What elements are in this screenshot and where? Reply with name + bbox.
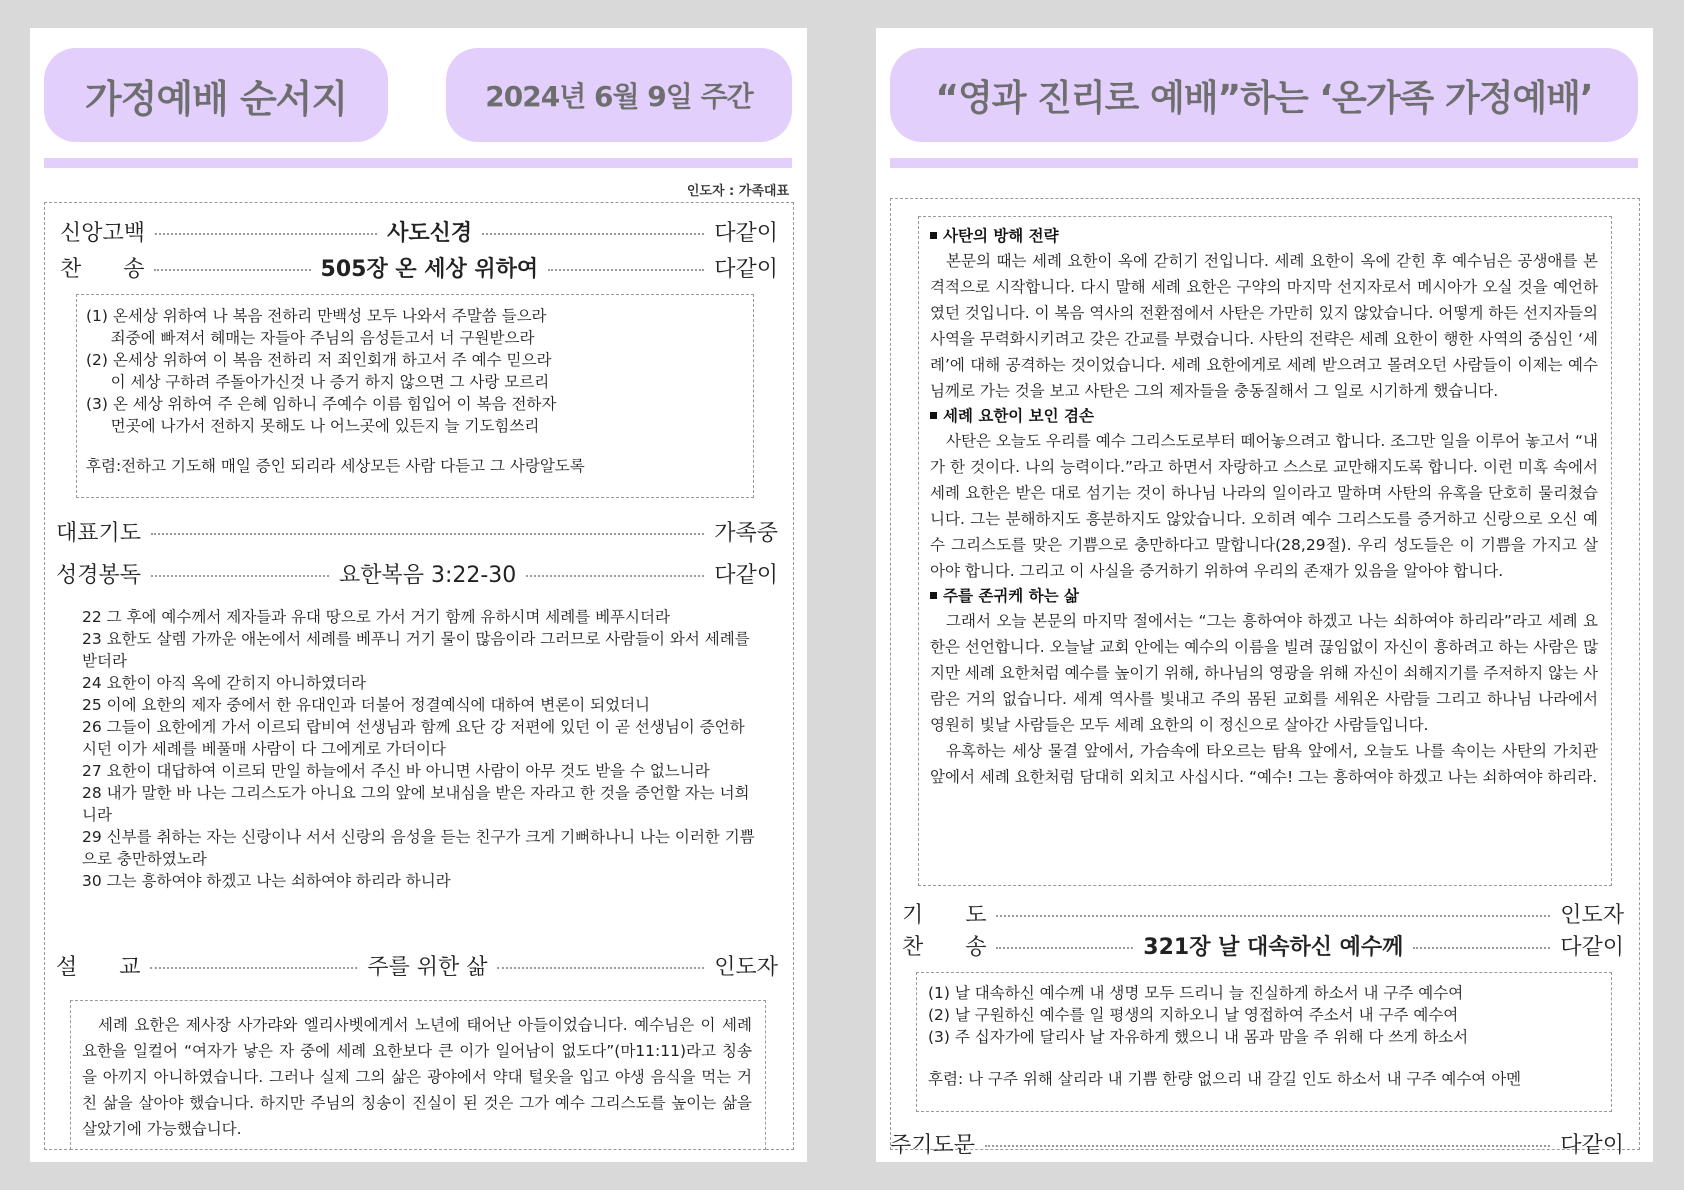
dot-leader	[497, 967, 704, 969]
dot-leader	[1413, 947, 1550, 949]
row-creed	[60, 216, 778, 247]
verse: 29 신부를 취하는 자는 신랑이나 서서 신랑의 음성을 듣는 친구가 크게 기뻐하나니 나는 이러한 기쁨으로 충만하였노라	[82, 828, 755, 868]
row-hymn	[60, 252, 778, 283]
verse: 25 이에 요한의 제자 중에서 한 유대인과 더불어 정결예식에 대하여 변론이 되었더니	[82, 696, 651, 714]
row-content: 321장 날 대속하신 예수께	[1143, 935, 1404, 960]
accent-bar	[44, 158, 792, 168]
verse: 24 요한이 아직 옥에 갇히지 아니하였더라	[82, 674, 366, 692]
row-label: 대표기도	[56, 521, 142, 546]
dot-leader	[548, 269, 704, 271]
lyric-line: 이 세상 구하려 주돌아가신것 나 증거 하지 않으면 그 사랑 모르리	[86, 373, 550, 391]
meditation-content	[930, 224, 1598, 790]
dot-leader	[996, 915, 1550, 917]
lyric-line: (1) 날 대속하신 예수께 내 생명 모두 드리니 늘 진실하게 하소서 내 구주 예수여	[928, 984, 1464, 1002]
section-text: 사탄은 오늘도 우리를 예수 그리스도로부터 떼어놓으려고 합니다. 조그만 일을 이루어 놓고서 “내가 한 것이다. 나의 능력이다.”라고 하면서 자랑하고 스스로 교만해지도록 합니다. 이런 미혹 속에서 세례 요한은 받은 대로 섬기는 것이 하나님 나라의 일이라고 말하며 사탄의 유혹을 단호히 물리쳤습니다. 그는 분해하지도 흥분하지도 않았습니다. 오히려 예수 그리스도를 증거하고 신랑으로 오신 예수 그리스도를 맞은 기쁨으로 충만하다고 말합니다(28,29절). 우리 성도들은 이 기쁨을 가지고 살아야 합니다. 그리고 이 사실을 증거하기 위하여 우리의 존재가 있음을 알아야 합니다.	[930, 432, 1598, 580]
dot-leader	[151, 533, 704, 535]
row-label: 찬 송	[902, 935, 987, 960]
row-label: 성경봉독	[56, 563, 142, 588]
verse: 22 그 후에 예수께서 제자들과 유대 땅으로 가서 거기 함께 유하시며 세례를 베푸시더라	[82, 608, 670, 626]
row-end: 인도자	[1560, 903, 1624, 928]
hymn-lyrics	[928, 982, 1521, 1090]
lyric-line: 먼곳에 나가서 전하지 못해도 나 어느곳에 있든지 늘 기도힘쓰리	[86, 417, 540, 435]
section-text: 그래서 오늘 본문의 마지막 절에서는 “그는 흥하여야 하겠고 나는 쇠하여야 하리라”라고 세례 요한은 선언합니다. 오늘날 교회 안에는 예수의 이름을 빌려 끊임없이 자신이 흥하려고 하는 사람은 많지만 세례 요한처럼 예수를 높이기 위해, 하나님의 영광을 위해 자신이 쇠해지기를 주저하지 않는 사람은 거의 없습니다. 세계 역사를 빛내고 주의 몸된 교회를 세워온 사람들 그리고 하나님 나라에서 영원히 빛날 사람들은 모두 세례 요한의 이 정신으로 살아간 사람들입니다.	[930, 612, 1598, 734]
dot-leader	[482, 233, 704, 235]
lyric-line: (1) 온세상 위하여 나 복음 전하리 만백성 모두 나와서 주말씀 들으라	[86, 307, 547, 325]
row-prayer	[56, 516, 778, 547]
verse: 23 요한도 살렘 가까운 애논에서 세례를 베푸니 거기 물이 많음이라 그러므로 사람들이 와서 세례를 받더라	[82, 630, 750, 670]
leader-label: 인도자 :	[686, 184, 735, 199]
lyric-line: (3) 주 십자가에 달리사 날 자유하게 했으니 내 몸과 맘을 주 위해 다 쓰게 하소서	[928, 1028, 1469, 1046]
section-heading: 주를 존귀케 하는 삶	[930, 584, 1598, 608]
lyric-line: (3) 온 세상 위하여 주 은혜 임하니 주예수 이름 힘입어 이 복음 전하자	[86, 395, 557, 413]
left-page	[30, 28, 807, 1162]
lyric-line: 죄중에 빠져서 헤매는 자들아 주님의 음성듣고서 너 구원받으라	[86, 329, 535, 347]
sermon-intro: 세례 요한은 제사장 사가랴와 엘리사벳에게서 노년에 태어난 아들이었습니다. 예수님은 이 세례 요한을 일컬어 “여자가 낳은 자 중에 세례 요한보다 큰 이가 일어남이 없도다”(마11:11)라고 칭송을 아끼지 아니하였습니다. 그러나 실제 그의 삶은 광야에서 약대 털옷을 입고 야생 음식을 먹는 거친 삶을 살아야 했습니다. 하지만 주님의 칭송이 진실이 된 것은 그가 예수 그리스도를 높이는 삶을 살았기에 가능했습니다.	[82, 1016, 752, 1138]
hymn-refrain: 후렴:전하고 기도해 매일 증인 되리라 세상모든 사람 다듣고 그 사랑알도록	[86, 457, 585, 475]
worship-order-title: 가정예배 순서지	[44, 48, 388, 142]
row-end: 다같이	[1560, 935, 1624, 960]
row-content: 요한복음 3:22-30	[338, 563, 517, 588]
row-label: 설 교	[56, 955, 141, 980]
row-lords-prayer	[890, 1128, 1624, 1159]
lyric-line: (2) 온세상 위하여 이 복음 전하리 저 죄인회개 하고서 주 예수 믿으라	[86, 351, 552, 369]
section-heading: 사탄의 방해 전략	[930, 224, 1598, 248]
dot-leader	[526, 575, 704, 577]
accent-bar	[890, 158, 1638, 168]
row-label: 신앙고백	[60, 221, 146, 246]
dot-leader	[154, 269, 310, 271]
verse: 27 요한이 대답하여 이르되 만일 하늘에서 주신 바 아니면 사람이 아무 것도 받을 수 없느니라	[82, 762, 710, 780]
row-content: 주를 위한 삶	[367, 955, 488, 980]
lyric-line: (2) 날 구원하신 예수를 일 평생의 지하오니 날 영접하여 주소서 내 구주 예수여	[928, 1006, 1459, 1024]
square-bullet-icon	[930, 412, 937, 419]
right-page	[876, 28, 1653, 1162]
row-sermon	[56, 950, 778, 981]
square-bullet-icon	[930, 592, 937, 599]
verse: 26 그들이 요한에게 가서 이르되 랍비여 선생님과 함께 요단 강 저편에 있던 이 곧 선생님이 증언하시던 이가 세례를 베풀매 사람이 다 그에게로 가더이다	[82, 718, 745, 758]
row-end: 가족중	[714, 521, 778, 546]
row-label: 주기도문	[890, 1133, 976, 1158]
hymn-refrain: 후렴: 나 구주 위해 살리라 내 기쁨 한량 없으리 내 갈길 인도 하소서 내 구주 예수여 아멘	[928, 1070, 1522, 1088]
verse: 28 내가 말한 바 나는 그리스도가 아니요 그의 앞에 보내심을 받은 자라고 한 것을 증언할 자는 너희니라	[82, 784, 750, 824]
row-end: 다같이	[714, 257, 778, 282]
leader-line	[687, 180, 789, 199]
row-content: 사도신경	[387, 221, 473, 246]
verse: 30 그는 흥하여야 하겠고 나는 쇠하여야 하리라 하니라	[82, 872, 451, 890]
dot-leader	[996, 947, 1133, 949]
row-end: 다같이	[714, 221, 779, 246]
dot-leader	[155, 233, 377, 235]
scripture-verses	[82, 606, 756, 892]
dot-leader	[151, 575, 329, 577]
row-content: 505장 온 세상 위하여	[320, 257, 539, 282]
section-heading: 세례 요한이 보인 겸손	[930, 404, 1598, 428]
section-text: 본문의 때는 세례 요한이 옥에 갇히기 전입니다. 세례 요한이 옥에 갇힌 후 예수님은 공생애를 본격적으로 시작합니다. 다시 말해 세례 요한은 구약의 마지막 선지자로서 메시아가 오실 것을 예언하였던 것입니다. 이 복음 역사의 전환점에서 사탄은 가만히 있지 않았습니다. 어떻게 하든 선지자들의 사역을 무력화시키려고 갖은 간교를 부렸습니다. 사탄의 전략은 세례 요한이 행한 사역의 중심인 ‘세례’에 대해 공격하는 것이었습니다. 세례 요한에게로 세례 받으려고 몰려오던 사람들이 이제는 예수님께로 가는 것을 보고 사탄은 그의 제자들을 충동질해서 그 일로 시기하게 했습니다.	[930, 252, 1598, 400]
row-reading	[56, 558, 778, 589]
row-label: 찬 송	[60, 257, 145, 282]
hymn-lyrics	[86, 305, 585, 477]
row-hymn	[902, 930, 1624, 961]
section-text: 유혹하는 세상 물결 앞에서, 가슴속에 타오르는 탐욕 앞에서, 오늘도 나를 속이는 사탄의 가치관 앞에서 세례 요한처럼 담대히 외치고 사십시다. “예수! 그는 흥하여야 하겠고 나는 쇠하여야 하리라.	[930, 742, 1598, 786]
dot-leader	[150, 967, 357, 969]
row-end: 다같이	[1560, 1133, 1624, 1158]
week-date: 2024년 6월 9일 주간	[446, 48, 792, 142]
row-end: 인도자	[714, 955, 779, 980]
square-bullet-icon	[930, 232, 937, 239]
row-end: 다같이	[714, 563, 778, 588]
family-worship-title: “영과 진리로 예배”하는 ‘온가족 가정예배’	[890, 48, 1638, 142]
row-label: 기 도	[902, 903, 987, 928]
row-prayer	[902, 898, 1624, 929]
leader-value: 가족대표	[738, 184, 789, 199]
dot-leader	[985, 1145, 1550, 1147]
